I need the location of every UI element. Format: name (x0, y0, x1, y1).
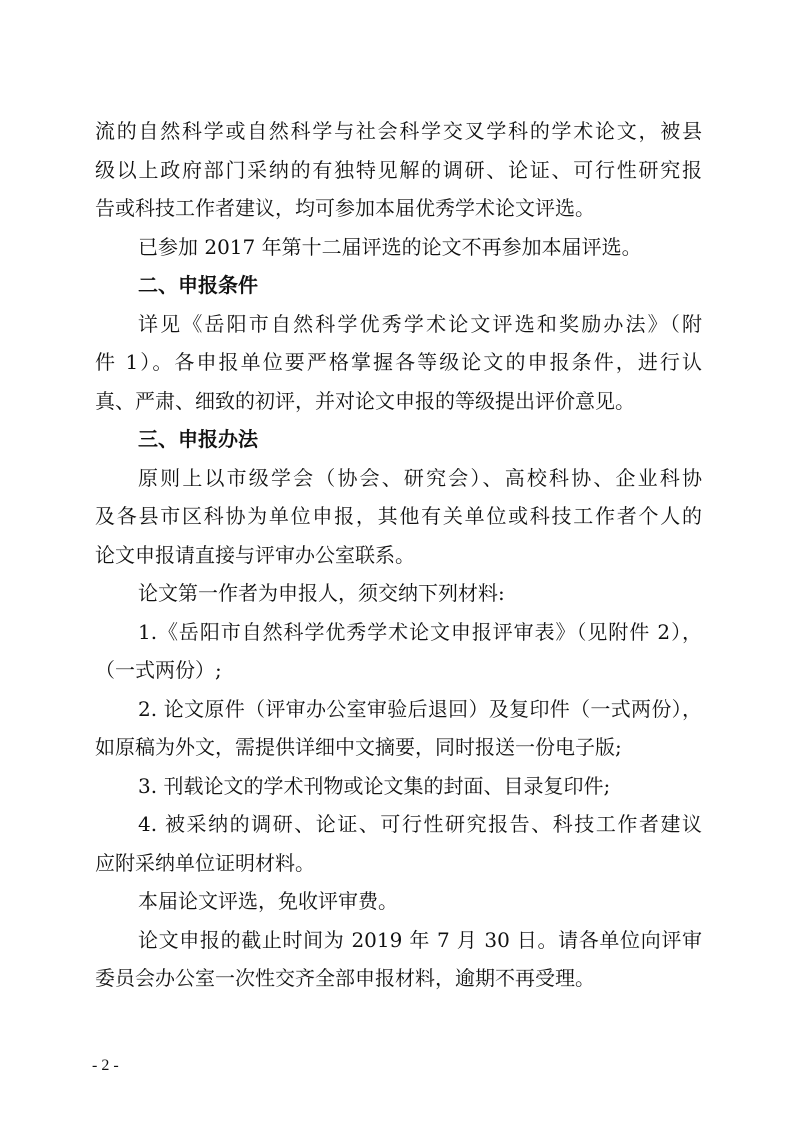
body-line: 委员会办公室一次性交齐全部申报材料，逾期不再受理。 (95, 966, 595, 990)
list-item: 3. 刊载论文的学术刊物或论文集的封面、目录复印件; (138, 773, 611, 798)
body-line: 论文第一作者为申报人，须交纳下列材料: (138, 581, 505, 605)
body-line: 应附采纳单位证明材料。 (95, 850, 315, 875)
document-body (95, 112, 702, 998)
body-line: 及各县市区科协为单位申报，其他有关单位或科技工作者个人的 (95, 504, 702, 528)
section-heading: 三、申报办法 (138, 427, 258, 451)
body-line: 真、严肃、细致的初评，并对论文申报的等级提出评价意见。 (95, 388, 635, 413)
body-line: 如原稿为外文，需提供详细中文摘要，同时报送一份电子版; (95, 735, 622, 759)
body-line: 原则上以市级学会（协会、研究会）、高校科协、企业科协 (138, 465, 702, 490)
body-line: 已参加 2017 年第十二届评选的论文不再参加本届评选。 (138, 234, 642, 259)
page-number: - 2 - (92, 1057, 119, 1074)
body-line: 流的自然科学或自然科学与社会科学交叉学科的学术论文，被县 (95, 119, 702, 143)
body-line: 论文申报的截止时间为 2019 年 7 月 30 日。请各单位向评审 (138, 927, 702, 952)
body-line: 告或科技工作者建议，均可参加本届优秀学术论文评选。 (95, 196, 595, 220)
body-line: （一式两份）; (95, 658, 222, 682)
body-line: 本届论文评选，免收评审费。 (138, 889, 398, 913)
list-item: 4. 被采纳的调研、论证、可行性研究报告、科技工作者建议 (138, 812, 702, 836)
body-line: 件 1）。各申报单位要严格掌握各等级论文的申报条件，进行认 (95, 350, 702, 374)
body-line: 级以上政府部门采纳的有独特见解的调研、论证、可行性研究报 (95, 157, 702, 182)
section-heading: 二、申报条件 (138, 273, 258, 297)
body-line: 论文申报请直接与评审办公室联系。 (95, 542, 415, 567)
list-item: 2. 论文原件（评审办公室审验后退回）及复印件（一式两份）， (138, 696, 702, 721)
list-item: 1.《岳阳市自然科学优秀学术论文申报评审表》（见附件 2）， (138, 619, 702, 644)
body-line: 详见《岳阳市自然科学优秀学术论文评选和奖励办法》（附 (138, 311, 702, 336)
